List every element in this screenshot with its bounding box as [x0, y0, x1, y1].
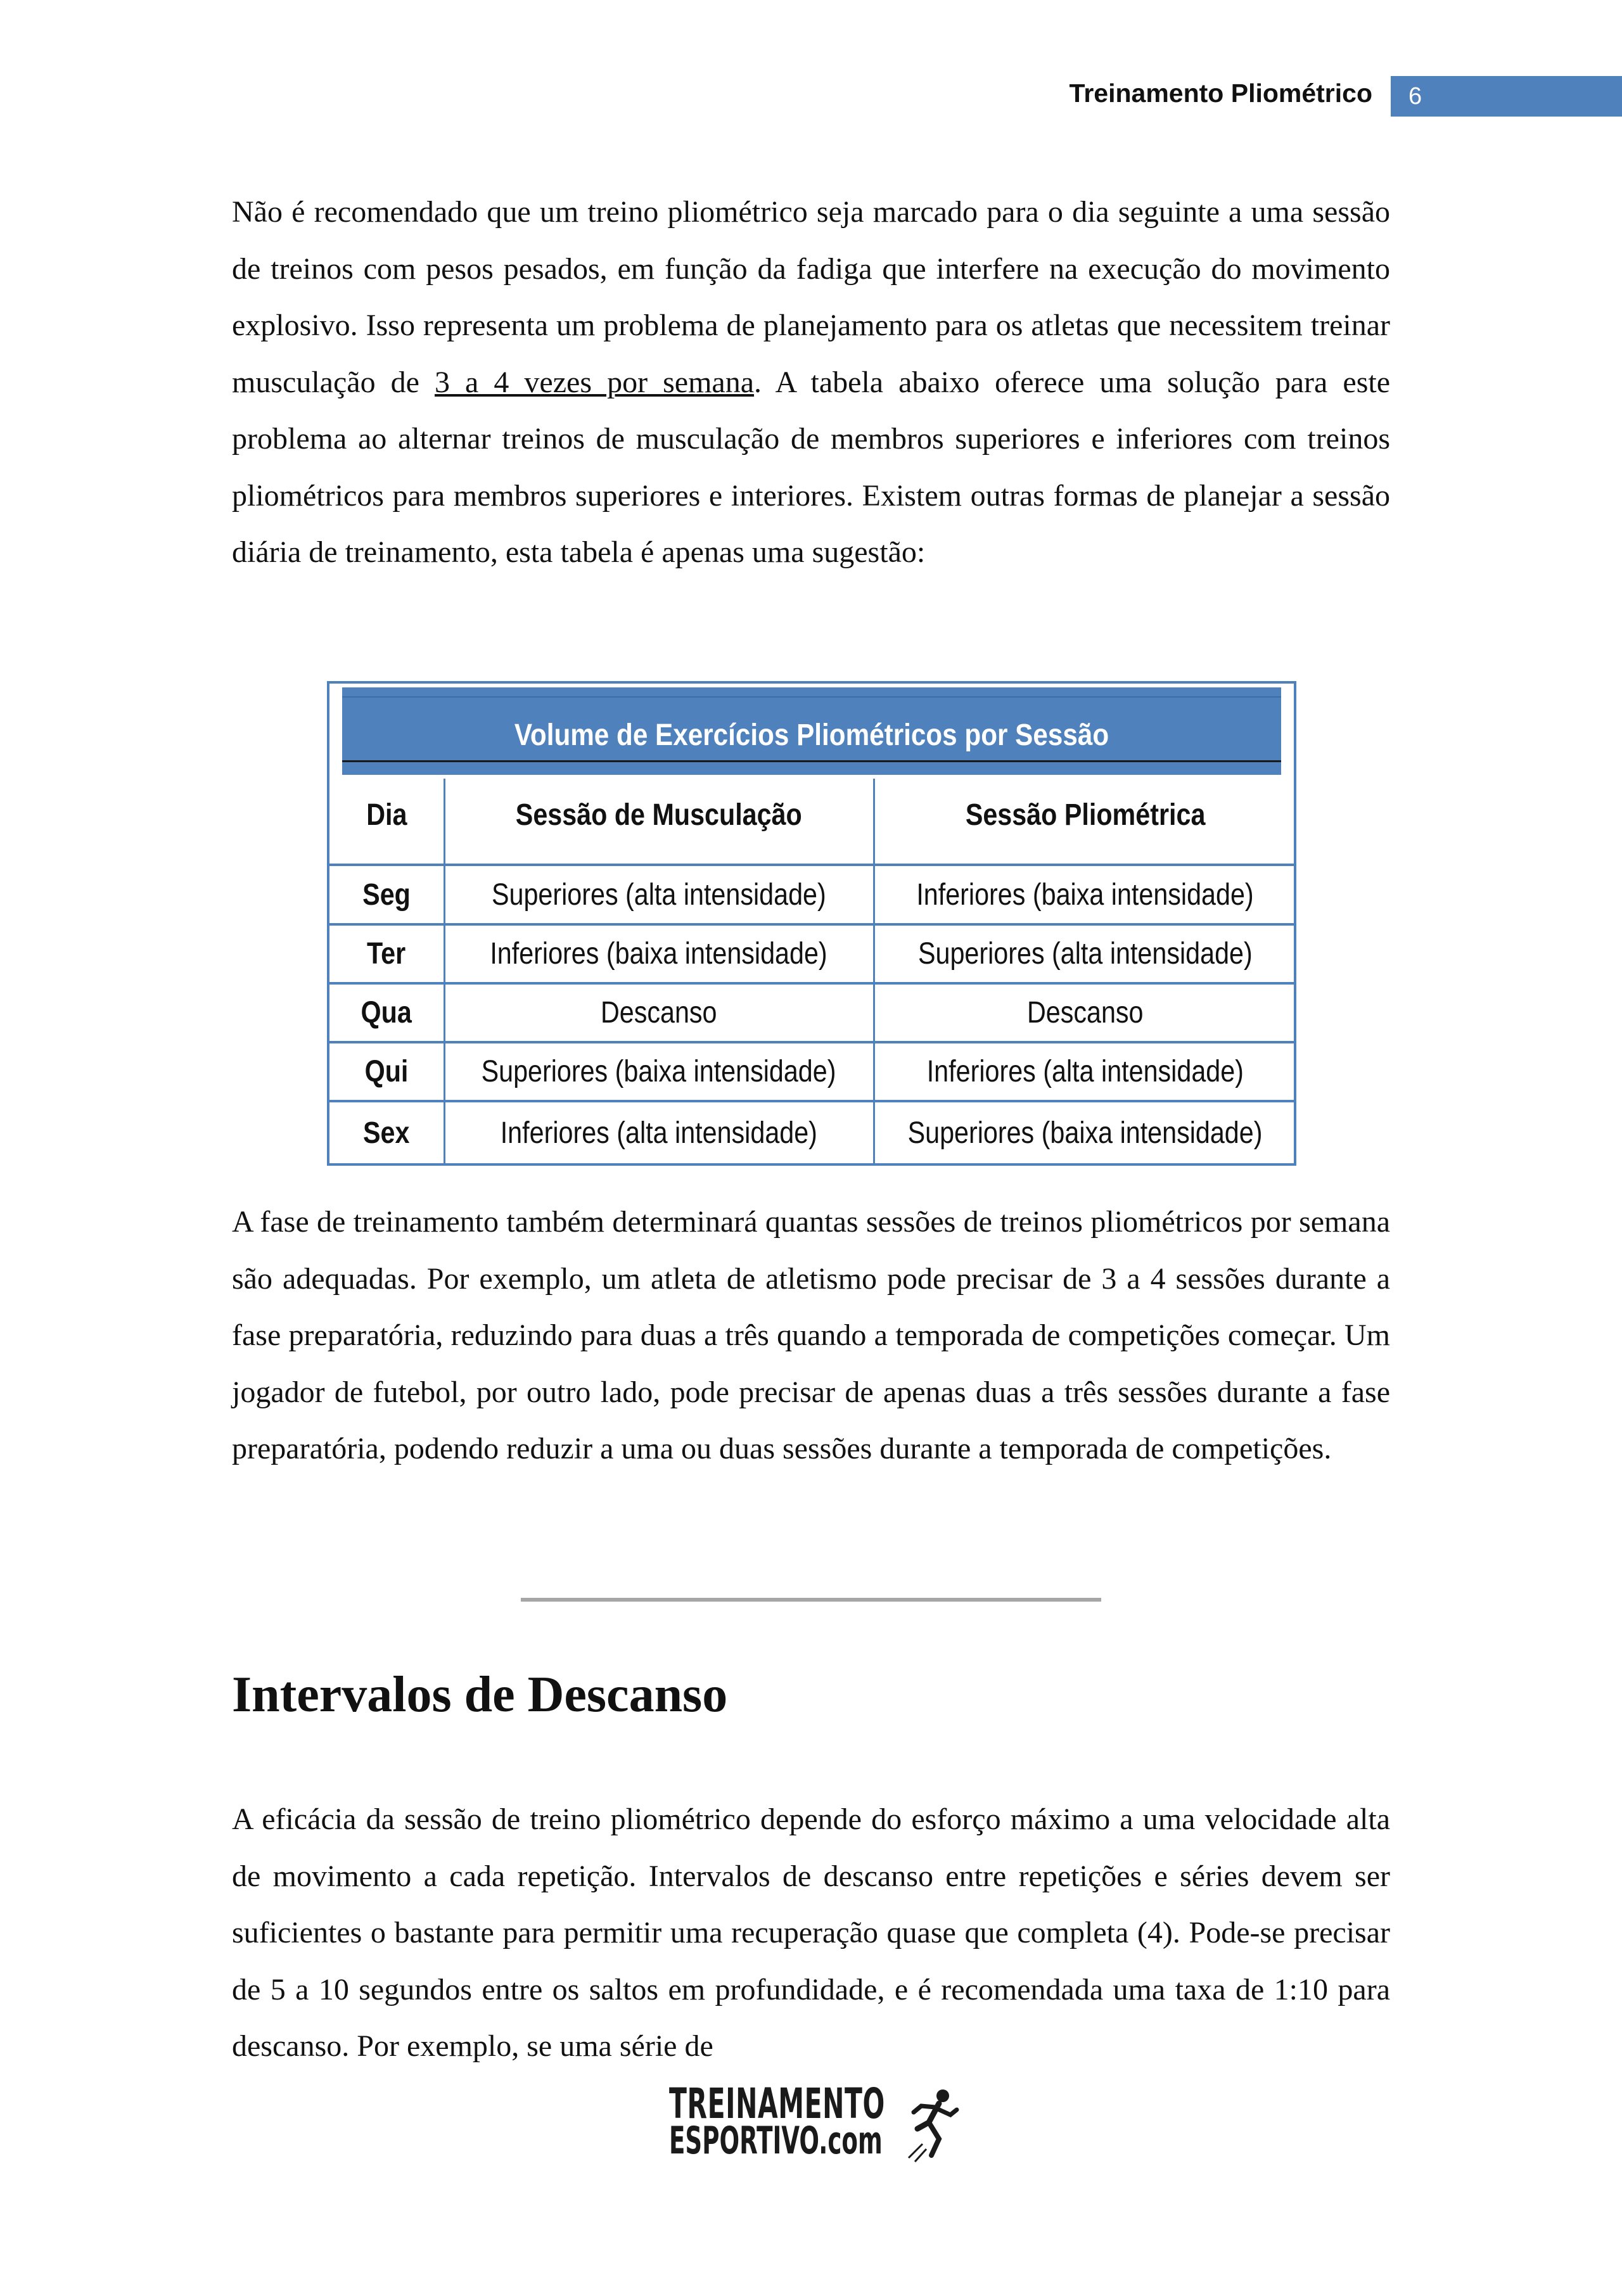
intro-text-end: . A tabela abaixo oferece uma solução para este problema ao alternar treinos de musculação de membros superiores e inferiores com treinos pliométricos para membros superiores e interiores. Existem outras formas de planejar a sessão diária de treinamento, esta tabela é apenas uma sugestão: — [232, 365, 1391, 569]
table-row — [329, 866, 1294, 923]
section-separator — [521, 1598, 1101, 1602]
table-row — [329, 926, 1294, 982]
column-header-plyometric: Sessão Pliométrica — [965, 798, 1206, 832]
row-day: Sex — [363, 1116, 410, 1150]
row-day: Seg — [362, 877, 411, 912]
frequency-link[interactable]: 3 a 4 vezes por semana — [434, 365, 755, 399]
intro-text-start: Não é recomendado que um treino pliométrico seja marcado para o dia seguinte a uma sessão de treinos com pesos pesados, em função da fadiga que interfere na execução do movimento explosivo. Isso representa um problema de planejamento para os atletas que necessitem treinar musculação de — [232, 195, 1390, 399]
row-strength: Descanso — [601, 996, 717, 1030]
column-header-day: Dia — [366, 798, 407, 832]
logo-line-1: TREINAMENTO — [669, 2079, 885, 2128]
running-header-title: Treinamento Pliométrico — [1069, 79, 1372, 108]
title-bar-rule — [342, 760, 1281, 762]
title-bar-divider — [342, 696, 1281, 698]
plyometric-volume-table — [327, 681, 1296, 1166]
row-strength: Superiores (baixa intensidade) — [482, 1055, 836, 1088]
rest-intervals-paragraph: A eficácia da sessão de treino pliométrico depende do esforço máximo a uma velocidade alta de movimento a cada repetição. Intervalos de descanso entre repetições e séries devem ser suficientes o bastante para permitir uma recuperação quase que completa (4). Pode-se precisar de 5 a 10 segundos entre os saltos em profundidade, e é recomendada uma taxa de 1:10 para descanso. Por exemplo, se uma série de — [232, 1802, 1390, 2063]
footer-logo — [669, 2079, 961, 2168]
column-divider — [873, 779, 875, 1163]
table-row — [329, 1043, 1294, 1100]
intro-paragraph — [232, 184, 1390, 581]
row-plyometric: Superiores (alta intensidade) — [918, 937, 1253, 971]
table-title: Volume de Exercícios Pliométricos por Sessão — [514, 718, 1109, 752]
column-divider — [444, 779, 445, 1163]
table-title-bar — [342, 687, 1281, 775]
row-strength: Superiores (alta intensidade) — [492, 877, 826, 912]
row-plyometric: Inferiores (alta intensidade) — [926, 1055, 1244, 1088]
column-header-strength: Sessão de Musculação — [516, 798, 802, 832]
page-number-box — [1391, 76, 1622, 117]
row-plyometric: Descanso — [1027, 996, 1144, 1030]
row-strength: Inferiores (alta intensidade) — [500, 1116, 818, 1150]
table-row — [329, 985, 1294, 1041]
row-day: Qui — [364, 1055, 409, 1088]
row-day: Qua — [361, 996, 412, 1030]
logo-line-2: ESPORTIVO.com — [669, 2119, 883, 2163]
table-header-row — [329, 779, 1294, 851]
row-day: Ter — [367, 937, 406, 971]
section-heading: Intervalos de Descanso — [232, 1667, 728, 1723]
row-plyometric: Inferiores (baixa intensidade) — [916, 877, 1255, 912]
runner-icon — [904, 2083, 961, 2165]
page-number: 6 — [1408, 83, 1422, 110]
training-phase-paragraph: A fase de treinamento também determinará quantas sessões de treinos pliométricos por semana são adequadas. Por exemplo, um atleta de atletismo pode precisar de 3 a 4 sessões durante a fase preparatória, reduzindo para duas a três quando a temporada de competições começar. Um jogador de futebol, por outro lado, pode precisar de apenas duas a três sessões durante a fase preparatória, podendo reduzir a uma ou duas sessões durante a temporada de competições. — [232, 1205, 1390, 1465]
table-row — [329, 1102, 1294, 1163]
row-plyometric: Superiores (baixa intensidade) — [908, 1116, 1263, 1150]
row-strength: Inferiores (baixa intensidade) — [490, 937, 828, 971]
